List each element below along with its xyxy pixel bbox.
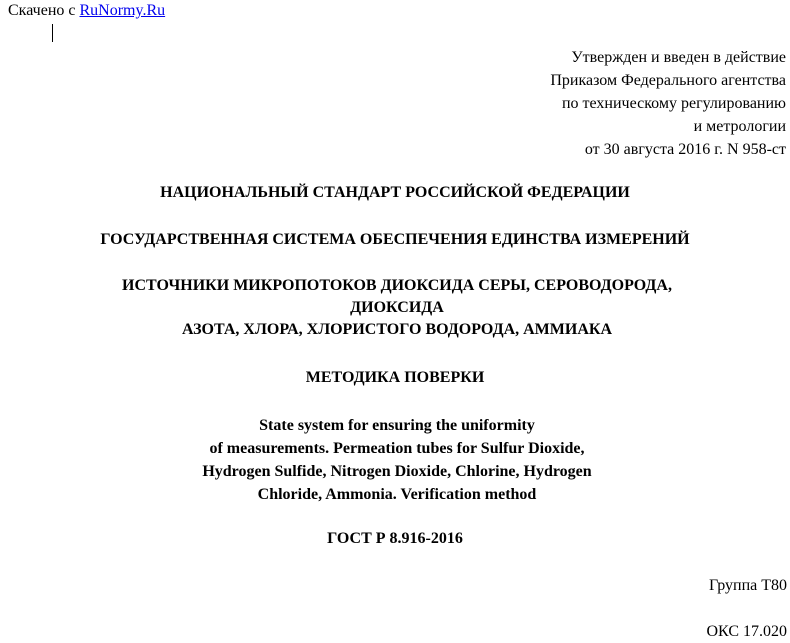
document-title <box>2 275 790 341</box>
text-cursor <box>52 24 53 42</box>
source-prefix: Скачено с <box>8 2 80 19</box>
title-line: ДИОКСИДА <box>350 299 444 316</box>
english-title-line: Chloride, Ammonia. Verification method <box>257 486 537 503</box>
approval-line: по техническому регулированию <box>561 95 786 112</box>
system-heading-text: ГОСУДАРСТВЕННАЯ СИСТЕМА ОБЕСПЕЧЕНИЯ ЕДИНСТВА ИЗМЕРЕНИЙ <box>100 231 690 248</box>
standard-heading <box>0 182 790 204</box>
gost-number-text: ГОСТ Р 8.916-2016 <box>327 530 463 547</box>
gost-number <box>0 528 790 550</box>
system-heading <box>0 229 790 251</box>
source-line <box>8 1 165 21</box>
approval-block <box>550 46 786 161</box>
approval-line: Приказом Федерального агентства <box>550 72 786 89</box>
method-heading <box>0 367 790 389</box>
english-title <box>2 414 790 506</box>
runormy-link[interactable]: RuNormy.Ru <box>79 2 166 19</box>
approval-line: Утвержден и введен в действие <box>571 49 786 66</box>
title-line: ИСТОЧНИКИ МИКРОПОТОКОВ ДИОКСИДА СЕРЫ, СЕРОВОДОРОДА, <box>122 277 672 294</box>
approval-line: от 30 августа 2016 г. N 958-ст <box>584 141 786 158</box>
english-title-line: State system for ensuring the uniformity <box>259 417 535 434</box>
method-heading-text: МЕТОДИКА ПОВЕРКИ <box>305 369 485 386</box>
english-title-line: Hydrogen Sulfide, Nitrogen Dioxide, Chlorine, Hydrogen <box>202 463 592 480</box>
oks-code: ОКС 17.020 <box>706 623 787 640</box>
group-code: Группа Т80 <box>708 577 787 594</box>
approval-line: и метрологии <box>693 118 786 135</box>
english-title-line: of measurements. Permeation tubes for Sulfur Dioxide, <box>209 440 585 457</box>
title-line: АЗОТА, ХЛОРА, ХЛОРИСТОГО ВОДОРОДА, АММИАКА <box>181 321 613 338</box>
standard-heading-text: НАЦИОНАЛЬНЫЙ СТАНДАРТ РОССИЙСКОЙ ФЕДЕРАЦИИ <box>160 184 630 201</box>
